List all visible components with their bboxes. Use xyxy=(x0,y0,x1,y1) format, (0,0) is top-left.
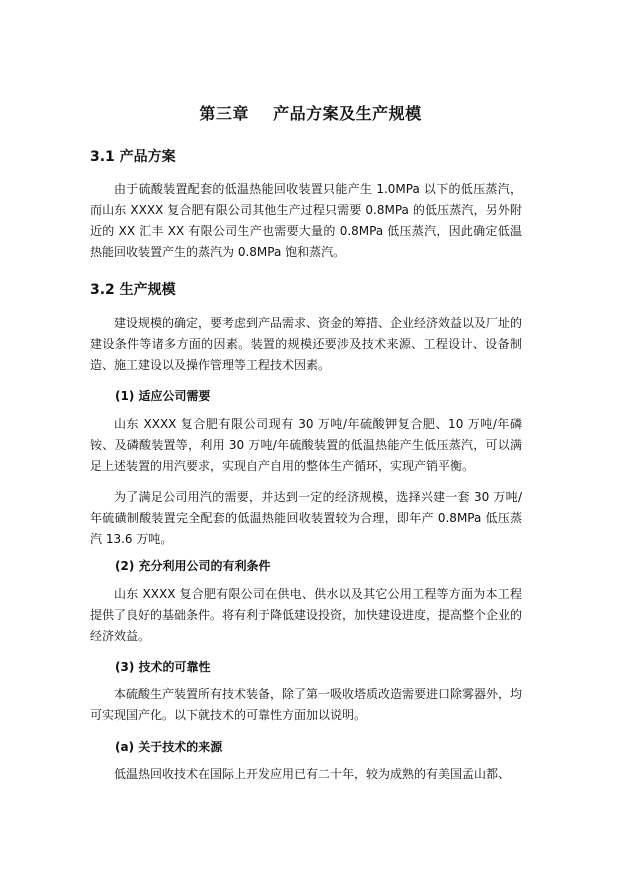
chapter-title: 第三章 产品方案及生产规模 xyxy=(199,104,422,123)
section-heading-3-2: 3.2 生产规模 xyxy=(90,282,176,298)
paragraph-company-needs-1: 山东 XXXX 复合肥有限公司现有 30 万吨/年硫酸钾复合肥、10 万吨/年磷铵、及磷酸装置等，利用 30 万吨/年硫酸装置的低温热能产生低压蒸汽，可以满足上述装置的用汽要求，实现自产自用的整体生产循环，实现产销平衡。 xyxy=(90,417,522,473)
paragraph-company-needs-2: 为了满足公司用汽的需要，并达到一定的经济规模，选择兴建一套 30 万吨/年硫磺制酸装置完全配套的低温热能回收装置较为合理，即年产 0.8MPa 低压蒸汽 13.6 万吨。 xyxy=(90,490,522,546)
section-heading-3-1: 3.1 产品方案 xyxy=(90,149,176,165)
subheading-technical-reliability: (3) 技术的可靠性 xyxy=(115,660,211,674)
subheading-technology-source: (a) 关于技术的来源 xyxy=(115,740,223,754)
paragraph-technical-reliability: 本硫酸生产装置所有技术装备，除了第一吸收塔质改造需要进口除雾器外，均可实现国产化。以下就技术的可靠性方面加以说明。 xyxy=(90,687,523,722)
paragraph-technology-source: 低温热回收技术在国际上开发应用已有二十年，较为成熟的有美国孟山都、 xyxy=(114,767,511,781)
subheading-favorable-conditions: (2) 充分利用公司的有利条件 xyxy=(115,559,271,573)
paragraph-favorable-conditions: 山东 XXXX 复合肥有限公司在供电、供水以及其它公用工程等方面为本工程提供了良好的基础条件。将有利于降低建设投资，加快建设进度，提高整个企业的经济效益。 xyxy=(90,587,523,643)
paragraph-scale-intro: 建设规模的确定，要考虑到产品需求、资金的筹措、企业经济效益以及厂址的建设条件等诸多方面的因素。装置的规模还要涉及技术来源、工程设计、设备制造、施工建设以及操作管理等工程技术因素。 xyxy=(90,316,523,372)
paragraph-product-plan: 由于硫酸装置配套的低温热能回收装置只能产生 1.0MPa 以下的低压蒸汽，而山东 XXXX 复合肥有限公司其他生产过程只需要 0.8MPa 的低压蒸汽，另外附近的 XX 汇丰 XX 有限公司生产也需要大量的 0.8MPa 低压蒸汽，因此确定低温热能回收装置产生的蒸汽为 0.8MPa 饱和蒸汽。 xyxy=(90,182,522,259)
subheading-company-needs: (1) 适应公司需要 xyxy=(115,389,211,403)
